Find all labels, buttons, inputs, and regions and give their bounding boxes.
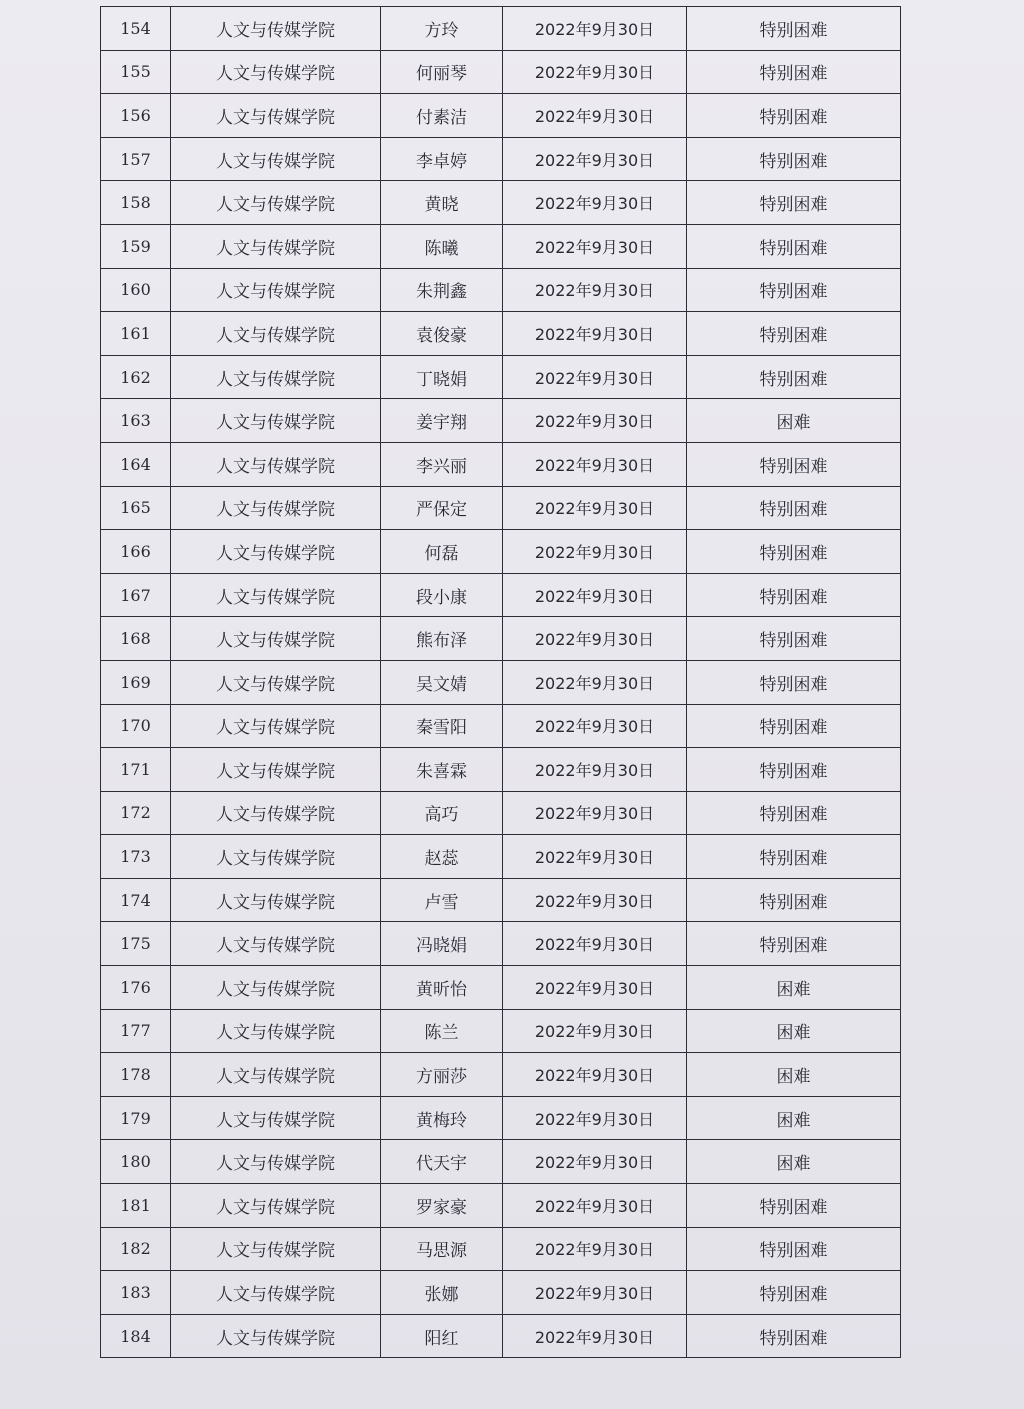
table-row <box>101 1140 901 1184</box>
date-cell: 2022年9月30日 <box>503 1053 687 1097</box>
college-cell: 人文与传媒学院 <box>171 617 381 661</box>
student-name-cell: 马思源 <box>381 1227 503 1271</box>
row-number: 154 <box>101 7 171 51</box>
row-number: 177 <box>101 1009 171 1053</box>
date-cell: 2022年9月30日 <box>503 442 687 486</box>
student-name-cell: 代天宇 <box>381 1140 503 1184</box>
table-row <box>101 922 901 966</box>
row-number: 164 <box>101 442 171 486</box>
student-name-cell: 黄晓 <box>381 181 503 225</box>
difficulty-level-cell: 特别困难 <box>687 791 901 835</box>
date-cell: 2022年9月30日 <box>503 486 687 530</box>
date-cell: 2022年9月30日 <box>503 268 687 312</box>
date-cell: 2022年9月30日 <box>503 137 687 181</box>
row-number: 181 <box>101 1184 171 1228</box>
table-row <box>101 835 901 879</box>
row-number: 174 <box>101 878 171 922</box>
date-cell: 2022年9月30日 <box>503 1314 687 1358</box>
date-cell: 2022年9月30日 <box>503 50 687 94</box>
table-row <box>101 530 901 574</box>
date-cell: 2022年9月30日 <box>503 835 687 879</box>
difficulty-level-cell: 特别困难 <box>687 704 901 748</box>
date-cell: 2022年9月30日 <box>503 1009 687 1053</box>
table-row <box>101 704 901 748</box>
difficulty-level-cell: 困难 <box>687 1096 901 1140</box>
college-cell: 人文与传媒学院 <box>171 486 381 530</box>
student-name-cell: 熊布泽 <box>381 617 503 661</box>
college-cell: 人文与传媒学院 <box>171 1009 381 1053</box>
difficulty-level-cell: 困难 <box>687 1009 901 1053</box>
table-row <box>101 1314 901 1358</box>
student-name-cell: 陈兰 <box>381 1009 503 1053</box>
date-cell: 2022年9月30日 <box>503 704 687 748</box>
difficulty-level-cell: 特别困难 <box>687 1314 901 1358</box>
date-cell: 2022年9月30日 <box>503 1227 687 1271</box>
difficulty-level-cell: 特别困难 <box>687 530 901 574</box>
difficulty-level-cell: 特别困难 <box>687 181 901 225</box>
row-number: 163 <box>101 399 171 443</box>
row-number: 160 <box>101 268 171 312</box>
table-row <box>101 486 901 530</box>
difficulty-level-cell: 困难 <box>687 966 901 1010</box>
table-row <box>101 181 901 225</box>
date-cell: 2022年9月30日 <box>503 748 687 792</box>
table-row <box>101 660 901 704</box>
college-cell: 人文与传媒学院 <box>171 1314 381 1358</box>
student-name-cell: 方丽莎 <box>381 1053 503 1097</box>
table-body <box>101 7 901 1358</box>
student-name-cell: 严保定 <box>381 486 503 530</box>
college-cell: 人文与传媒学院 <box>171 94 381 138</box>
difficulty-level-cell: 特别困难 <box>687 137 901 181</box>
student-name-cell: 付素洁 <box>381 94 503 138</box>
table-row <box>101 1053 901 1097</box>
difficulty-level-cell: 特别困难 <box>687 617 901 661</box>
student-name-cell: 段小康 <box>381 573 503 617</box>
college-cell: 人文与传媒学院 <box>171 1184 381 1228</box>
college-cell: 人文与传媒学院 <box>171 1227 381 1271</box>
difficulty-level-cell: 特别困难 <box>687 7 901 51</box>
college-cell: 人文与传媒学院 <box>171 835 381 879</box>
table-container <box>100 6 900 1358</box>
date-cell: 2022年9月30日 <box>503 7 687 51</box>
date-cell: 2022年9月30日 <box>503 660 687 704</box>
date-cell: 2022年9月30日 <box>503 399 687 443</box>
student-name-cell: 朱荆鑫 <box>381 268 503 312</box>
date-cell: 2022年9月30日 <box>503 573 687 617</box>
student-name-cell: 姜宇翔 <box>381 399 503 443</box>
college-cell: 人文与传媒学院 <box>171 312 381 356</box>
row-number: 182 <box>101 1227 171 1271</box>
date-cell: 2022年9月30日 <box>503 617 687 661</box>
row-number: 166 <box>101 530 171 574</box>
difficulty-level-cell: 特别困难 <box>687 1184 901 1228</box>
row-number: 158 <box>101 181 171 225</box>
difficulty-level-cell: 特别困难 <box>687 1227 901 1271</box>
row-number: 171 <box>101 748 171 792</box>
date-cell: 2022年9月30日 <box>503 922 687 966</box>
difficulty-level-cell: 困难 <box>687 399 901 443</box>
student-name-cell: 高巧 <box>381 791 503 835</box>
difficulty-level-cell: 特别困难 <box>687 50 901 94</box>
row-number: 161 <box>101 312 171 356</box>
college-cell: 人文与传媒学院 <box>171 399 381 443</box>
date-cell: 2022年9月30日 <box>503 1184 687 1228</box>
date-cell: 2022年9月30日 <box>503 1096 687 1140</box>
date-cell: 2022年9月30日 <box>503 224 687 268</box>
student-name-cell: 朱喜霖 <box>381 748 503 792</box>
college-cell: 人文与传媒学院 <box>171 704 381 748</box>
row-number: 184 <box>101 1314 171 1358</box>
student-name-cell: 冯晓娟 <box>381 922 503 966</box>
college-cell: 人文与传媒学院 <box>171 181 381 225</box>
row-number: 178 <box>101 1053 171 1097</box>
table-row <box>101 617 901 661</box>
student-name-cell: 李卓婷 <box>381 137 503 181</box>
row-number: 180 <box>101 1140 171 1184</box>
date-cell: 2022年9月30日 <box>503 312 687 356</box>
table-row <box>101 442 901 486</box>
row-number: 183 <box>101 1271 171 1315</box>
table-row <box>101 268 901 312</box>
difficulty-level-cell: 特别困难 <box>687 486 901 530</box>
date-cell: 2022年9月30日 <box>503 530 687 574</box>
difficulty-level-cell: 特别困难 <box>687 355 901 399</box>
row-number: 155 <box>101 50 171 94</box>
table-row <box>101 355 901 399</box>
college-cell: 人文与传媒学院 <box>171 50 381 94</box>
row-number: 172 <box>101 791 171 835</box>
student-name-cell: 黄昕怡 <box>381 966 503 1010</box>
table-row <box>101 312 901 356</box>
difficulty-level-cell: 特别困难 <box>687 268 901 312</box>
college-cell: 人文与传媒学院 <box>171 1096 381 1140</box>
student-name-cell: 方玲 <box>381 7 503 51</box>
row-number: 179 <box>101 1096 171 1140</box>
student-list-table <box>100 6 901 1358</box>
table-row <box>101 50 901 94</box>
college-cell: 人文与传媒学院 <box>171 530 381 574</box>
college-cell: 人文与传媒学院 <box>171 878 381 922</box>
table-row <box>101 748 901 792</box>
student-name-cell: 何磊 <box>381 530 503 574</box>
row-number: 176 <box>101 966 171 1010</box>
difficulty-level-cell: 特别困难 <box>687 878 901 922</box>
college-cell: 人文与传媒学院 <box>171 1271 381 1315</box>
difficulty-level-cell: 特别困难 <box>687 442 901 486</box>
table-row <box>101 1009 901 1053</box>
college-cell: 人文与传媒学院 <box>171 573 381 617</box>
college-cell: 人文与传媒学院 <box>171 922 381 966</box>
difficulty-level-cell: 特别困难 <box>687 573 901 617</box>
college-cell: 人文与传媒学院 <box>171 442 381 486</box>
row-number: 167 <box>101 573 171 617</box>
college-cell: 人文与传媒学院 <box>171 748 381 792</box>
row-number: 157 <box>101 137 171 181</box>
row-number: 156 <box>101 94 171 138</box>
date-cell: 2022年9月30日 <box>503 1271 687 1315</box>
student-name-cell: 罗家豪 <box>381 1184 503 1228</box>
date-cell: 2022年9月30日 <box>503 878 687 922</box>
date-cell: 2022年9月30日 <box>503 355 687 399</box>
college-cell: 人文与传媒学院 <box>171 660 381 704</box>
table-row <box>101 573 901 617</box>
college-cell: 人文与传媒学院 <box>171 268 381 312</box>
student-name-cell: 卢雪 <box>381 878 503 922</box>
student-name-cell: 秦雪阳 <box>381 704 503 748</box>
difficulty-level-cell: 特别困难 <box>687 1271 901 1315</box>
student-name-cell: 张娜 <box>381 1271 503 1315</box>
student-name-cell: 袁俊豪 <box>381 312 503 356</box>
student-name-cell: 陈曦 <box>381 224 503 268</box>
student-name-cell: 阳红 <box>381 1314 503 1358</box>
row-number: 170 <box>101 704 171 748</box>
table-row <box>101 399 901 443</box>
college-cell: 人文与传媒学院 <box>171 791 381 835</box>
college-cell: 人文与传媒学院 <box>171 7 381 51</box>
table-row <box>101 1271 901 1315</box>
college-cell: 人文与传媒学院 <box>171 1140 381 1184</box>
student-name-cell: 何丽琴 <box>381 50 503 94</box>
table-row <box>101 94 901 138</box>
row-number: 159 <box>101 224 171 268</box>
student-name-cell: 丁晓娟 <box>381 355 503 399</box>
difficulty-level-cell: 困难 <box>687 1053 901 1097</box>
date-cell: 2022年9月30日 <box>503 94 687 138</box>
date-cell: 2022年9月30日 <box>503 1140 687 1184</box>
student-name-cell: 黄梅玲 <box>381 1096 503 1140</box>
student-name-cell: 李兴丽 <box>381 442 503 486</box>
college-cell: 人文与传媒学院 <box>171 355 381 399</box>
college-cell: 人文与传媒学院 <box>171 137 381 181</box>
table-row <box>101 1096 901 1140</box>
college-cell: 人文与传媒学院 <box>171 966 381 1010</box>
row-number: 168 <box>101 617 171 661</box>
row-number: 175 <box>101 922 171 966</box>
table-row <box>101 791 901 835</box>
difficulty-level-cell: 特别困难 <box>687 312 901 356</box>
date-cell: 2022年9月30日 <box>503 181 687 225</box>
difficulty-level-cell: 特别困难 <box>687 922 901 966</box>
row-number: 173 <box>101 835 171 879</box>
table-row <box>101 878 901 922</box>
difficulty-level-cell: 困难 <box>687 1140 901 1184</box>
row-number: 162 <box>101 355 171 399</box>
date-cell: 2022年9月30日 <box>503 966 687 1010</box>
student-name-cell: 赵蕊 <box>381 835 503 879</box>
difficulty-level-cell: 特别困难 <box>687 660 901 704</box>
row-number: 169 <box>101 660 171 704</box>
row-number: 165 <box>101 486 171 530</box>
college-cell: 人文与传媒学院 <box>171 224 381 268</box>
table-row <box>101 1184 901 1228</box>
table-row <box>101 137 901 181</box>
difficulty-level-cell: 特别困难 <box>687 748 901 792</box>
difficulty-level-cell: 特别困难 <box>687 224 901 268</box>
student-name-cell: 吴文婧 <box>381 660 503 704</box>
date-cell: 2022年9月30日 <box>503 791 687 835</box>
table-row <box>101 1227 901 1271</box>
table-row <box>101 966 901 1010</box>
table-row <box>101 7 901 51</box>
table-row <box>101 224 901 268</box>
college-cell: 人文与传媒学院 <box>171 1053 381 1097</box>
difficulty-level-cell: 特别困难 <box>687 835 901 879</box>
difficulty-level-cell: 特别困难 <box>687 94 901 138</box>
